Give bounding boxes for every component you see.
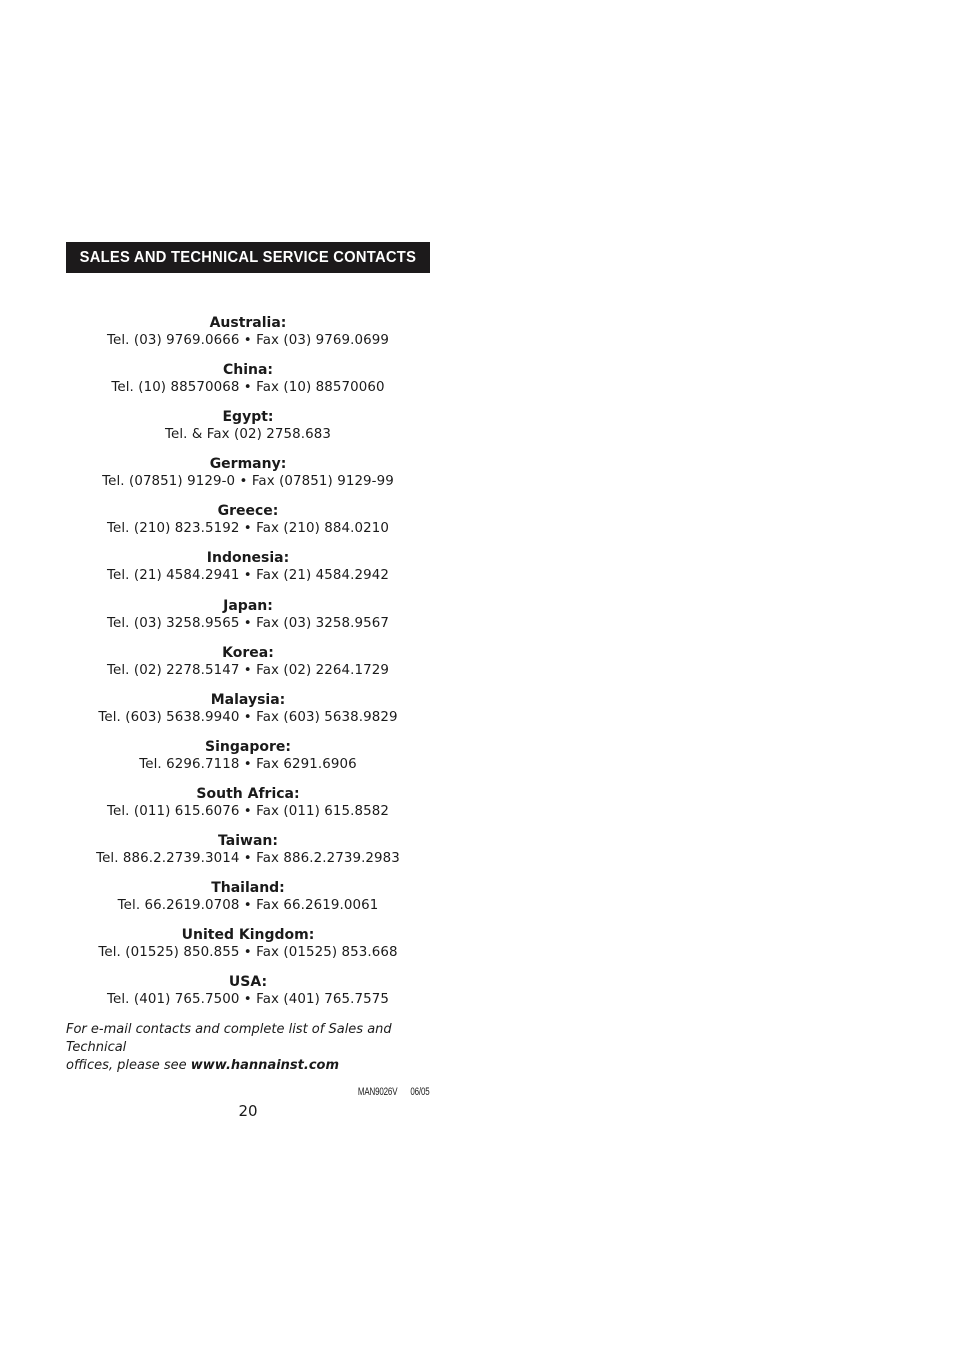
- contact-country: Japan:: [223, 597, 273, 614]
- contact-entry: [66, 644, 430, 689]
- contact-entry: [66, 738, 430, 783]
- contact-entry: [66, 314, 430, 359]
- contact-phone: Tel. (03) 9769.0666 • Fax (03) 9769.0699: [107, 333, 389, 348]
- contact-entry: [66, 408, 430, 453]
- contact-phone: Tel. 886.2.2739.3014 • Fax 886.2.2739.2983: [96, 851, 400, 867]
- contact-entry: [66, 926, 430, 971]
- doc-date: 06/05: [410, 1086, 430, 1098]
- contact-phone: Tel. 66.2619.0708 • Fax 66.2619.0061: [117, 898, 379, 914]
- section-title: SALES AND TECHNICAL SERVICE CONTACTS: [79, 248, 417, 266]
- contact-country: Taiwan:: [218, 833, 278, 850]
- contact-country: Thailand:: [211, 880, 285, 897]
- contact-entry: [66, 832, 430, 877]
- contact-country: Australia:: [209, 315, 287, 331]
- contact-country: China:: [222, 362, 274, 379]
- contact-country: Korea:: [222, 644, 274, 661]
- website-link[interactable]: www.hannainst.com: [190, 1058, 339, 1073]
- contact-phone: Tel. (02) 2278.5147 • Fax (02) 2264.1729: [107, 662, 389, 678]
- note-line-2-prefix: offices, please see: [66, 1058, 191, 1073]
- contact-country: South Africa:: [196, 785, 300, 802]
- contact-phone: Tel. 6296.7118 • Fax 6291.6906: [139, 756, 357, 772]
- contact-phone: Tel. (01525) 850.855 • Fax (01525) 853.668: [98, 945, 398, 961]
- contacts-list: [66, 312, 430, 1018]
- contact-country: Greece:: [217, 503, 279, 520]
- contact-entry: [66, 502, 430, 547]
- contact-entry: [66, 973, 430, 1018]
- contact-phone: Tel. (011) 615.6076 • Fax (011) 615.8582: [107, 803, 389, 819]
- contact-country: Singapore:: [205, 738, 291, 755]
- note-line-2: [66, 1057, 438, 1075]
- contact-entry: [66, 691, 430, 736]
- contact-entry: [66, 597, 430, 642]
- note-line-1: For e-mail contacts and complete list of Sales and Technical: [66, 1022, 392, 1055]
- contact-entry: [66, 879, 430, 924]
- contact-phone: Tel. & Fax (02) 2758.683: [165, 427, 331, 443]
- contact-country: United Kingdom:: [181, 927, 315, 944]
- document-reference: [330, 1086, 430, 1098]
- doc-code: MAN9026V: [358, 1086, 398, 1098]
- contact-entry: [66, 455, 430, 500]
- section-header: [66, 242, 430, 273]
- contact-country: Egypt:: [222, 409, 274, 426]
- page-number: 20: [238, 1102, 258, 1120]
- contact-country: Indonesia:: [206, 550, 290, 567]
- email-contacts-note: [66, 1021, 438, 1075]
- contact-country: USA:: [228, 974, 268, 991]
- contact-phone: Tel. (210) 823.5192 • Fax (210) 884.0210: [107, 521, 389, 537]
- contact-phone: Tel. (603) 5638.9940 • Fax (603) 5638.9829: [98, 709, 398, 725]
- contact-phone: Tel. (21) 4584.2941 • Fax (21) 4584.2942: [107, 568, 389, 584]
- contact-phone: Tel. (401) 765.7500 • Fax (401) 765.7575: [107, 992, 389, 1008]
- contact-country: Malaysia:: [210, 691, 286, 708]
- contact-entry: [66, 549, 430, 594]
- contact-country: Germany:: [209, 456, 287, 473]
- contact-phone: Tel. (03) 3258.9565 • Fax (03) 3258.9567: [107, 615, 389, 631]
- contact-phone: Tel. (07851) 9129-0 • Fax (07851) 9129-99: [102, 474, 394, 490]
- contact-entry: [66, 785, 430, 830]
- contact-phone: Tel. (10) 88570068 • Fax (10) 88570060: [111, 380, 385, 396]
- contact-entry: [66, 361, 430, 406]
